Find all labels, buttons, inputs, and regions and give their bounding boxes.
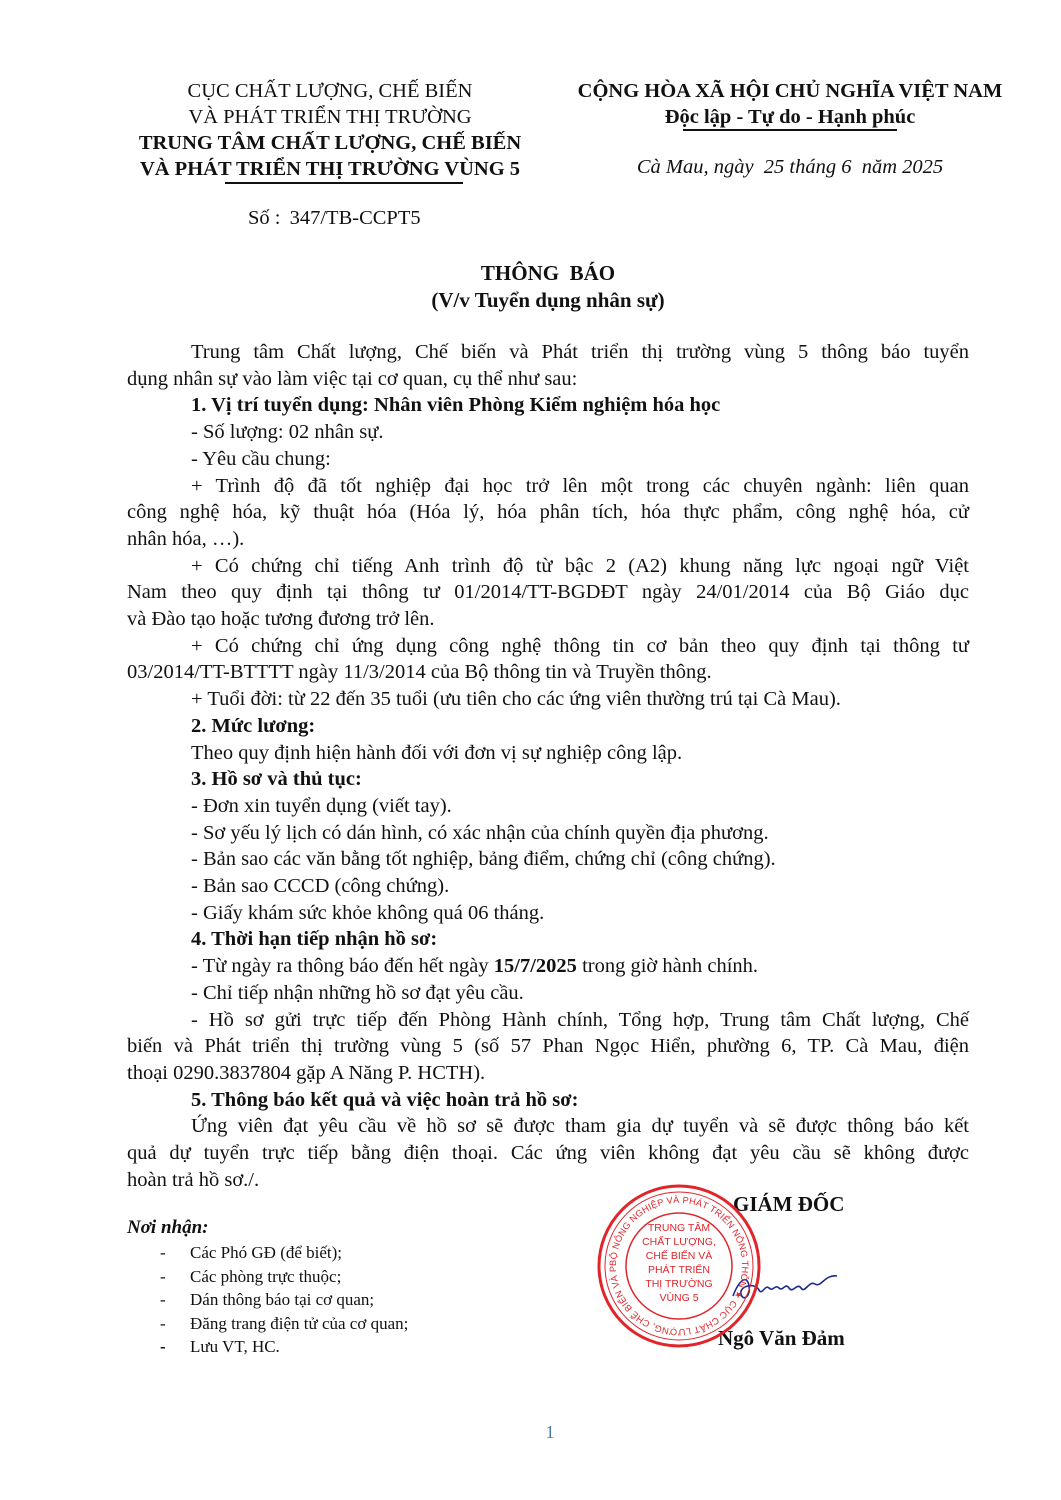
doc-number-suffix: /TB-CCPT5	[320, 207, 421, 229]
recipient-item: - Lưu VT, HC.	[160, 1337, 280, 1356]
doc-number	[248, 205, 421, 231]
section-1-quantity: - Số lượng: 02 nhân sự.	[191, 421, 384, 444]
section-4-heading: 4. Thời hạn tiếp nhận hồ sơ:	[191, 928, 438, 951]
submission-line-1: - Hồ sơ gửi trực tiếp đến Phòng Hành chính, Tổng hợp, Trung tâm Chất lượng, Chế	[191, 1008, 969, 1031]
doc-number-label: Số :	[248, 207, 281, 229]
recipient-item: - Các Phó GĐ (để biết);	[160, 1243, 343, 1262]
seal-center-line: CHẤT LƯỢNG,	[642, 1236, 716, 1248]
recipient-item: - Các phòng trực thuộc;	[160, 1266, 342, 1286]
signer-title: GIÁM ĐỐC	[733, 1192, 845, 1216]
dossier-item: - Sơ yếu lý lịch có dán hình, có xác nhận của chính quyền địa phương.	[191, 821, 769, 844]
title-subject: (V/v Tuyển dụng nhân sự)	[431, 288, 665, 312]
intro-line-1: Trung tâm Chất lượng, Chế biến và Phát triển thị trường vùng 5 thông báo tuyển	[191, 341, 969, 363]
section-5-heading: 5. Thông báo kết quả và việc hoàn trả hồ sơ:	[191, 1088, 579, 1111]
submission-line-3: thoại 0290.3837804 gặp A Năng P. HCTH).	[127, 1061, 486, 1084]
recipient-item: - Đăng trang điện tử của cơ quan;	[160, 1313, 409, 1333]
official-seal	[596, 1183, 762, 1349]
national-header	[555, 78, 1025, 130]
seal-center-line: TRUNG TÂM	[647, 1222, 711, 1234]
recipients-label: Nơi nhận:	[127, 1217, 209, 1238]
deadline-date: 15/7/2025	[493, 955, 577, 978]
dossier-item: - Giấy khám sức khỏe không quá 06 tháng.	[191, 901, 545, 924]
req-2-line-2: Nam theo quy định tại thông tư 01/2014/TT-BGDĐT ngày 24/01/2014 của Bộ Giáo dục	[127, 581, 969, 604]
title-main: THÔNG BÁO	[480, 261, 616, 285]
national-motto: Độc lập - Tự do - Hạnh phúc	[664, 106, 916, 128]
req-3-line-1: + Có chứng chỉ ứng dụng công nghệ thông tin cơ bản theo quy định tại thông tư	[191, 634, 969, 657]
result-line-1: Ứng viên đạt yêu cầu về hồ sơ sẽ được tham gia dự tuyển và sẽ được thông báo kết	[191, 1115, 969, 1138]
deadline-line	[127, 953, 969, 980]
result-line-3: hoàn trả hồ sơ./.	[127, 1168, 260, 1191]
deadline-suffix: trong giờ hành chính.	[576, 955, 759, 978]
section-2-text: Theo quy định hiện hành đối với đơn vị sự nghiệp công lập.	[191, 741, 683, 764]
result-line-2: quả dự tuyển trực tiếp bằng điện thoại. Các ứng viên không đạt yêu cầu sẽ không được	[127, 1142, 969, 1165]
agency-name-line1: TRUNG TÂM CHẤT LƯỢNG, CHẾ BIẾN	[138, 132, 522, 154]
notice-body	[127, 339, 969, 1194]
acceptance-note: - Chỉ tiếp nhận những hồ sơ đạt yêu cầu.	[191, 981, 524, 1004]
seal-center-line: PHÁT TRIỂN	[647, 1264, 711, 1276]
req-2-line-3: và Đào tạo hoặc tương đương trở lên.	[127, 608, 435, 631]
agency-header	[110, 78, 550, 182]
dossier-item: - Đơn xin tuyển dụng (viết tay).	[191, 794, 452, 817]
req-2-line-1: + Có chứng chỉ tiếng Anh trình độ từ bậc 2 (A2) khung năng lực ngoại ngữ Việt	[191, 554, 969, 577]
section-2-heading: 2. Mức lương:	[191, 714, 316, 737]
section-1-heading: 1. Vị trí tuyển dụng: Nhân viên Phòng Kiểm nghiệm hóa học	[191, 394, 721, 417]
doc-number-value: 347	[289, 207, 321, 229]
req-1-line-2: công nghệ hóa, kỹ thuật hóa (Hóa lý, hóa phân tích, hóa thực phẩm, công nghệ hóa, cử	[127, 501, 969, 524]
dossier-item: - Bản sao CCCD (công chứng).	[191, 875, 450, 898]
page-title	[0, 260, 1061, 314]
req-1-line-3: nhân hóa, …).	[127, 527, 245, 550]
agency-parent-line1: CỤC CHẤT LƯỢNG, CHẾ BIẾN	[187, 80, 473, 102]
seal-center-line: CHẾ BIẾN VÀ	[645, 1250, 713, 1262]
country-name: CỘNG HÒA XÃ HỘI CHỦ NGHĨA VIỆT NAM	[577, 80, 1003, 102]
req-4: + Tuổi đời: từ 22 đến 35 tuổi (ưu tiên cho các ứng viên thường trú tại Cà Mau).	[191, 688, 841, 711]
motto-underline	[683, 129, 897, 131]
submission-line-2: biến và Phát triển thị trường vùng 5 (số 57 Phan Ngọc Hiển, phường 6, TP. Cà Mau, điện	[127, 1035, 969, 1058]
recipients-block	[127, 1215, 507, 1359]
recipient-item: - Dán thông báo tại cơ quan;	[160, 1290, 375, 1309]
agency-parent-line2: VÀ PHÁT TRIỂN THỊ TRƯỜNG	[188, 106, 472, 128]
req-1-line-1: + Trình độ đã tốt nghiệp đại học trở lên một trong các chuyên ngành: liên quan	[191, 474, 969, 497]
seal-center-line: VÙNG 5	[659, 1292, 699, 1304]
req-3-line-2: 03/2014/TT-BTTTT ngày 11/3/2014 của Bộ thông tin và Truyền thông.	[127, 661, 712, 684]
seal-ring-text: BỘ NÔNG NGHIỆP VÀ PHÁT TRIỂN NÔNG THÔN ★ CỤC CHẤT LƯỢNG, CHẾ BIẾN VÀ P	[607, 1194, 751, 1338]
dossier-item: - Bản sao các văn bằng tốt nghiệp, bảng điểm, chứng chỉ (công chứng).	[191, 848, 776, 871]
agency-underline	[225, 182, 463, 184]
intro-line-2: dụng nhân sự vào làm việc tại cơ quan, cụ thể như sau:	[127, 367, 578, 390]
signer-name: Ngô Văn Đảm	[718, 1326, 845, 1350]
section-1-requirements: - Yêu cầu chung:	[191, 447, 331, 470]
deadline-prefix: - Từ ngày ra thông báo đến hết ngày	[191, 955, 494, 978]
section-3-heading: 3. Hồ sơ và thủ tục:	[191, 768, 362, 791]
seal-center-line: THỊ TRƯỜNG	[645, 1278, 713, 1290]
agency-name-line2: VÀ PHÁT TRIỂN THỊ TRƯỜNG VÙNG 5	[139, 158, 521, 180]
issue-date: Cà Mau, ngày 25 tháng 6 năm 2025	[636, 156, 944, 178]
page-number: 1	[545, 1422, 555, 1442]
